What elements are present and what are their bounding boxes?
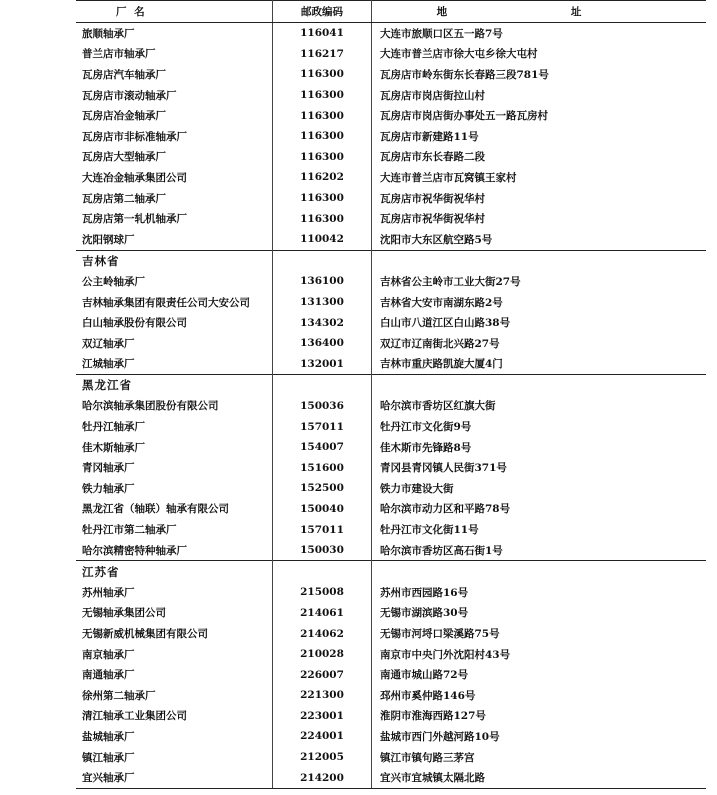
factory-name-cell: 大连冶金轴承集团公司 — [82, 171, 187, 184]
address-cell: 邳州市奚仲路146号 — [372, 685, 707, 706]
address-cell: 吉林省大安市南湖东路2号 — [372, 292, 707, 313]
postal-code-cell: 214062 — [273, 623, 372, 644]
postal-code-cell: 136100 — [273, 271, 372, 292]
postal-code-cell: 221300 — [273, 685, 372, 706]
table-row — [76, 292, 706, 313]
factory-name-cell: 瓦房店第一轧机轴承厂 — [82, 213, 187, 226]
factory-name-cell: 公主岭轴承厂 — [82, 275, 145, 288]
address-cell: 瓦房店市东长春路二段 — [372, 147, 707, 168]
factory-name-cell: 瓦房店第二轴承厂 — [82, 192, 166, 205]
bearing-factory-table — [76, 0, 706, 789]
factory-name-cell: 清江轴承工业集团公司 — [82, 710, 187, 723]
factory-name-cell: 吉林轴承集团有限责任公司大安公司 — [82, 296, 250, 309]
table-row — [76, 685, 706, 706]
table-header-row — [76, 0, 706, 23]
factory-name-cell: 双辽轴承厂 — [82, 337, 135, 350]
postal-code-cell: 157011 — [273, 416, 372, 437]
address-cell: 盐城市西门外越河路10号 — [372, 726, 707, 747]
address-cell: 吉林市重庆路凯旋大厦4门 — [372, 354, 707, 375]
address-cell: 大连市普兰店市瓦窝镇王家村 — [372, 167, 707, 188]
postal-code-cell: 224001 — [273, 726, 372, 747]
postal-code-cell: 131300 — [273, 292, 372, 313]
postal-code-cell: 116300 — [273, 105, 372, 126]
table-row — [76, 208, 706, 229]
factory-name-cell: 白山轴承股份有限公司 — [82, 317, 187, 330]
postal-code-cell: 223001 — [273, 706, 372, 727]
factory-name-cell: 盐城轴承厂 — [82, 730, 135, 743]
province-spacer — [372, 561, 707, 582]
table-row — [76, 478, 706, 499]
table-row — [76, 188, 706, 209]
postal-code-cell: 116202 — [273, 167, 372, 188]
address-cell: 苏州市西园路16号 — [372, 582, 707, 603]
factory-name-cell: 黑龙江省（轴联）轴承有限公司 — [82, 503, 229, 516]
table-row — [76, 582, 706, 603]
province-spacer — [372, 250, 707, 271]
postal-code-cell: 116300 — [273, 126, 372, 147]
address-cell: 佳木斯市先锋路8号 — [372, 437, 707, 458]
province-spacer — [273, 375, 372, 396]
address-cell: 南通市城山路72号 — [372, 664, 707, 685]
province-spacer — [273, 250, 372, 271]
factory-name-cell: 宜兴轴承厂 — [76, 767, 273, 788]
address-cell: 牡丹江市文化街9号 — [372, 416, 707, 437]
table-row — [76, 64, 706, 85]
factory-name-cell: 哈尔滨轴承集团股份有限公司 — [82, 400, 219, 413]
table-row — [76, 229, 706, 250]
address-cell: 瓦房店市岗店街拉山村 — [372, 85, 707, 106]
address-cell: 瓦房店市新建路11号 — [372, 126, 707, 147]
table-row — [76, 126, 706, 147]
table-row — [76, 147, 706, 168]
postal-code-cell: 214061 — [273, 603, 372, 624]
table-row — [76, 85, 706, 106]
address-cell: 哈尔滨市香坊区红旗大街 — [372, 396, 707, 417]
page — [76, 0, 706, 789]
factory-name-cell: 苏州轴承厂 — [82, 586, 135, 599]
province-spacer — [372, 375, 707, 396]
table-row — [76, 499, 706, 520]
factory-name-cell: 佳木斯轴承厂 — [82, 441, 145, 454]
factory-name-cell: 无锡新威机械集团有限公司 — [82, 628, 208, 641]
postal-code-cell: 116300 — [273, 85, 372, 106]
province-spacer — [273, 561, 372, 582]
table-row — [76, 664, 706, 685]
table-row — [76, 23, 706, 44]
table-row — [76, 271, 706, 292]
postal-code-cell: 210028 — [273, 644, 372, 665]
address-cell: 淮阴市淮海西路127号 — [372, 706, 707, 727]
factory-name-cell: 无锡轴承集团公司 — [82, 607, 166, 620]
postal-code-cell: 150040 — [273, 499, 372, 520]
table-row — [76, 416, 706, 437]
factory-name-cell: 江城轴承厂 — [82, 358, 135, 371]
table-row — [76, 105, 706, 126]
postal-code-cell: 116300 — [273, 64, 372, 85]
address-cell: 铁力市建设大街 — [372, 478, 707, 499]
address-cell: 镇江市镇句路三茅宫 — [372, 747, 707, 768]
postal-code-cell: 116300 — [273, 208, 372, 229]
postal-code-cell: 116217 — [273, 44, 372, 65]
header-address: 地 址 — [372, 0, 707, 23]
factory-name-cell: 瓦房店汽车轴承厂 — [82, 68, 166, 81]
table-row — [76, 312, 706, 333]
factory-name-cell: 南通轴承厂 — [82, 669, 135, 682]
address-cell: 宜兴市宜城镇太隔北路 — [372, 767, 707, 788]
address-cell: 瓦房店市祝华街祝华村 — [372, 188, 707, 209]
factory-name-cell: 普兰店市轴承厂 — [82, 48, 156, 61]
factory-name-cell: 青冈轴承厂 — [82, 462, 135, 475]
table-row — [76, 603, 706, 624]
factory-name-cell: 镇江轴承厂 — [82, 751, 135, 764]
factory-name-cell: 哈尔滨精密特种轴承厂 — [82, 544, 187, 557]
factory-name-cell: 瓦房店市滚动轴承厂 — [82, 89, 177, 102]
address-cell: 双辽市辽南街北兴路27号 — [372, 333, 707, 354]
province-heading-row — [76, 250, 706, 271]
factory-name-cell: 铁力轴承厂 — [82, 482, 135, 495]
address-cell: 无锡市湖滨路30号 — [372, 603, 707, 624]
table-body — [76, 23, 706, 789]
table-row — [76, 767, 706, 788]
province-heading: 江苏省 — [76, 561, 273, 582]
table-row — [76, 726, 706, 747]
table-row — [76, 519, 706, 540]
postal-code-cell: 132001 — [273, 354, 372, 375]
table-row — [76, 747, 706, 768]
header-factory-name: 厂 名 — [76, 0, 273, 23]
postal-code-cell: 136400 — [273, 333, 372, 354]
address-cell: 哈尔滨市动力区和平路78号 — [372, 499, 707, 520]
factory-name-cell: 南京轴承厂 — [82, 648, 135, 661]
province-heading: 黑龙江省 — [76, 375, 273, 396]
postal-code-cell: 134302 — [273, 312, 372, 333]
postal-code-cell: 214200 — [273, 767, 372, 788]
table-row — [76, 540, 706, 561]
table-row — [76, 644, 706, 665]
postal-code-cell: 212005 — [273, 747, 372, 768]
table-row — [76, 457, 706, 478]
table-row — [76, 706, 706, 727]
postal-code-cell: 116041 — [273, 23, 372, 44]
factory-name-cell: 牡丹江轴承厂 — [82, 421, 145, 434]
postal-code-cell: 116300 — [273, 147, 372, 168]
address-cell: 瓦房店市岭东街东长春路三段781号 — [372, 64, 707, 85]
postal-code-cell: 215008 — [273, 582, 372, 603]
factory-name-cell: 瓦房店冶金轴承厂 — [82, 110, 166, 123]
header-postal-code: 邮政编码 — [273, 0, 372, 23]
postal-code-cell: 151600 — [273, 457, 372, 478]
province-heading: 吉林省 — [76, 250, 273, 271]
factory-name-cell: 徐州第二轴承厂 — [82, 689, 156, 702]
postal-code-cell: 150030 — [273, 540, 372, 561]
address-cell: 吉林省公主岭市工业大街27号 — [372, 271, 707, 292]
address-cell: 沈阳市大东区航空路5号 — [372, 229, 707, 250]
address-cell: 哈尔滨市香坊区高石街1号 — [372, 540, 707, 561]
factory-name-cell: 牡丹江市第二轴承厂 — [82, 524, 177, 537]
province-heading-row — [76, 375, 706, 396]
address-cell: 瓦房店市岗店街办事处五一路瓦房村 — [372, 105, 707, 126]
factory-name-cell: 旅顺轴承厂 — [82, 27, 135, 40]
table-row — [76, 333, 706, 354]
address-cell: 大连市普兰店市徐大屯乡徐大屯村 — [372, 44, 707, 65]
address-cell: 大连市旅顺口区五一路7号 — [372, 23, 707, 44]
address-cell: 青冈县青冈镇人民街371号 — [372, 457, 707, 478]
factory-name-cell: 沈阳钢球厂 — [82, 233, 135, 246]
postal-code-cell: 154007 — [273, 437, 372, 458]
address-cell: 白山市八道江区白山路38号 — [372, 312, 707, 333]
postal-code-cell: 116300 — [273, 188, 372, 209]
address-cell: 南京市中央门外沈阳村43号 — [372, 644, 707, 665]
address-cell: 牡丹江市文化街11号 — [372, 519, 707, 540]
postal-code-cell: 226007 — [273, 664, 372, 685]
table-row — [76, 167, 706, 188]
province-heading-row — [76, 561, 706, 582]
table-row — [76, 623, 706, 644]
address-cell: 瓦房店市祝华街祝华村 — [372, 208, 707, 229]
postal-code-cell: 157011 — [273, 519, 372, 540]
table-row — [76, 44, 706, 65]
postal-code-cell: 110042 — [273, 229, 372, 250]
factory-name-cell: 瓦房店市非标准轴承厂 — [82, 130, 187, 143]
factory-name-cell: 瓦房店大型轴承厂 — [82, 151, 166, 164]
table-row — [76, 354, 706, 375]
postal-code-cell: 150036 — [273, 396, 372, 417]
table-row — [76, 396, 706, 417]
postal-code-cell: 152500 — [273, 478, 372, 499]
address-cell: 无锡市河埒口梁溪路75号 — [372, 623, 707, 644]
table-row — [76, 437, 706, 458]
